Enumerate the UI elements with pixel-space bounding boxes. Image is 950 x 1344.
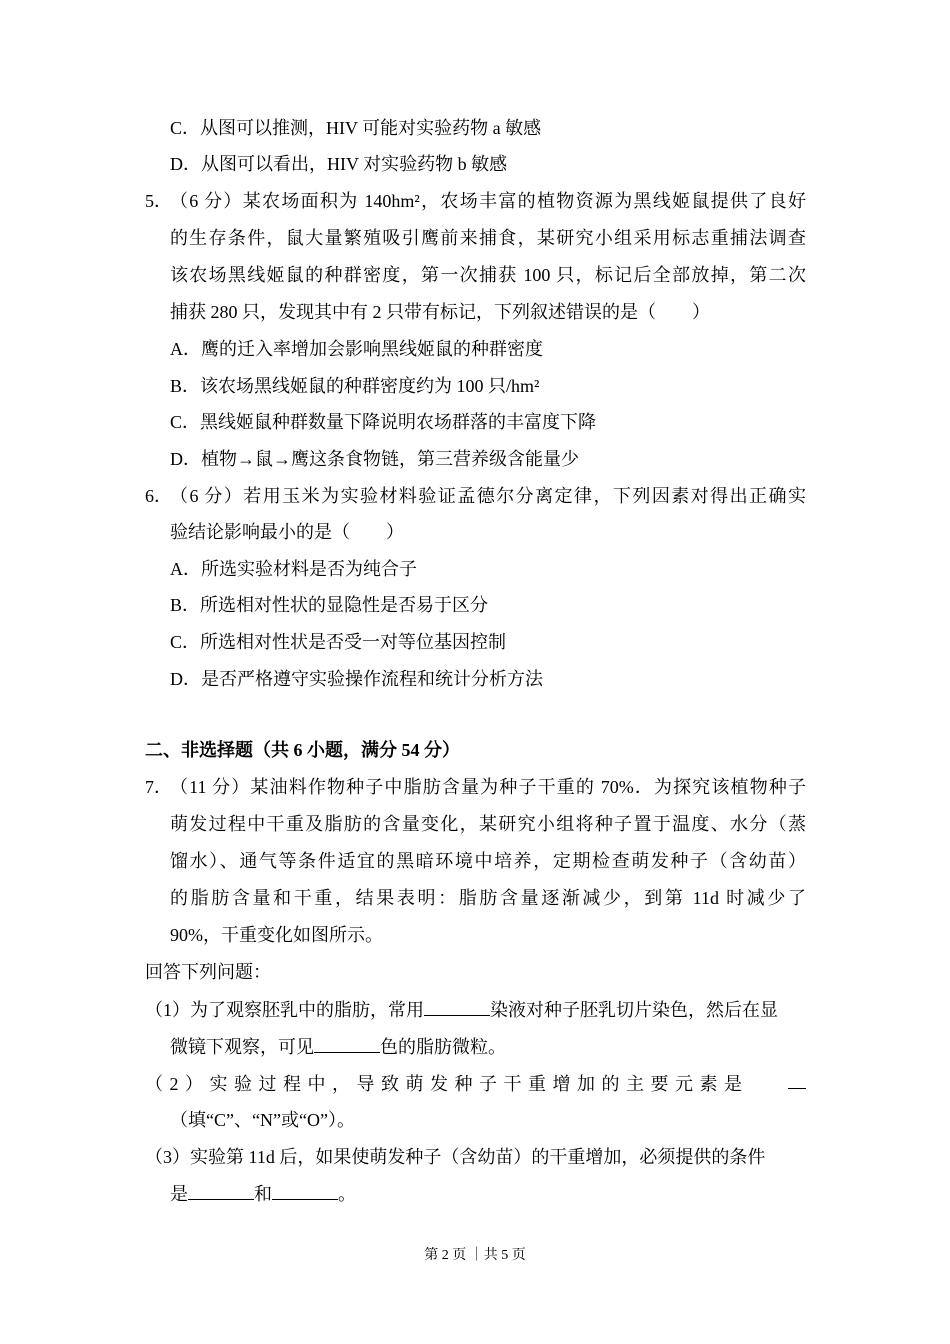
answer-blank[interactable] — [314, 1036, 380, 1053]
sub1-text: 微镜下观察，可见 — [170, 1037, 314, 1057]
q7-stem-line: 萌发过程中干重及脂肪的含量变化，某研究小组将种子置于温度、水分（蒸 — [170, 814, 806, 834]
q7-sub2-line2: （填“C”、“N”或“O”）。 — [170, 1110, 355, 1130]
answer-blank[interactable] — [788, 1072, 806, 1089]
q6-option-d: D．是否严格遵守实验操作流程和统计分析方法 — [170, 669, 543, 689]
sub3-text: 。 — [338, 1184, 356, 1204]
page-footer: 第 2 页 ｜共 5 页 — [424, 1248, 526, 1263]
answer-blank[interactable] — [272, 1183, 338, 1200]
q5-number: 5． — [145, 191, 172, 211]
q5-stem-line: （6 分）某农场面积为 140hm²，农场丰富的植物资源为黑线姬鼠提供了良好 — [170, 191, 806, 211]
q6-stem-line: 验结论影响最小的是（ ） — [170, 522, 404, 542]
q7-sub1-line1 — [145, 998, 806, 1022]
sub1-text: 染液对种子胚乳切片染色，然后在显 — [490, 1000, 778, 1020]
q5-option-b: B．该农场黑线姬鼠的种群密度约为 100 只/hm² — [170, 376, 540, 396]
q4-option-c: C．从图可以推测，HIV 可能对实验药物 a 敏感 — [170, 118, 542, 138]
answer-blank[interactable] — [424, 999, 490, 1016]
q7-sub3-line2 — [170, 1182, 806, 1206]
sub3-text: 和 — [254, 1184, 272, 1204]
q5-option-a: A．鹰的迁入率增加会影响黑线姬鼠的种群密度 — [170, 339, 543, 359]
q7-sub1-line2 — [170, 1035, 806, 1059]
q5-stem-line: 该农场黑线姬鼠的种群密度，第一次捕获 100 只，标记后全部放掉，第二次 — [170, 265, 806, 285]
sub2-text: （2）实验过程中，导致萌发种子干重增加的主要元素是 — [145, 1074, 749, 1094]
q7-number: 7． — [145, 777, 172, 797]
answer-blank[interactable] — [188, 1183, 254, 1200]
q7-prompt: 回答下列问题： — [145, 962, 271, 982]
q5-option-c: C．黑线姬鼠种群数量下降说明农场群落的丰富度下降 — [170, 412, 597, 432]
q7-stem-line: 馏水）、通气等条件适宜的黑暗环境中培养，定期检查萌发种子（含幼苗） — [170, 851, 806, 871]
q5-option-d: D．植物→鼠→鹰这条食物链，第三营养级含能量少 — [170, 449, 579, 469]
q7-sub2-line1 — [145, 1072, 806, 1096]
q7-stem-line: （11 分）某油料作物种子中脂肪含量为种子干重的 70%．为探究该植物种子 — [170, 777, 806, 797]
q5-stem-line: 捕获 280 只，发现其中有 2 只带有标记，下列叙述错误的是（ ） — [170, 302, 710, 322]
sub3-text: 是 — [170, 1184, 188, 1204]
q5-stem-line: 的生存条件，鼠大量繁殖吸引鹰前来捕食，某研究小组采用标志重捕法调查 — [170, 228, 806, 248]
q6-option-c: C．所选相对性状是否受一对等位基因控制 — [170, 632, 507, 652]
q6-stem-line: （6 分）若用玉米为实验材料验证孟德尔分离定律，下列因素对得出正确实 — [170, 486, 806, 506]
sub1-text: 色的脂肪微粒。 — [380, 1037, 506, 1057]
q7-stem-line: 的脂肪含量和干重，结果表明：脂肪含量逐渐减少，到第 11d 时减少了 — [170, 888, 806, 908]
sub1-text: （1）为了观察胚乳中的脂肪，常用 — [145, 1000, 424, 1020]
section-title: 二、非选择题（共 6 小题，满分 54 分） — [145, 740, 460, 760]
q4-option-d: D．从图可以看出，HIV 对实验药物 b 敏感 — [170, 154, 508, 174]
q6-number: 6． — [145, 486, 172, 506]
q6-option-a: A．所选实验材料是否为纯合子 — [170, 559, 417, 579]
q6-option-b: B．所选相对性状的显隐性是否易于区分 — [170, 595, 489, 615]
q7-stem-line: 90%，干重变化如图所示。 — [170, 925, 383, 945]
q7-sub3-line1: （3）实验第 11d 后，如果使萌发种子（含幼苗）的干重增加，必须提供的条件 — [145, 1147, 766, 1167]
